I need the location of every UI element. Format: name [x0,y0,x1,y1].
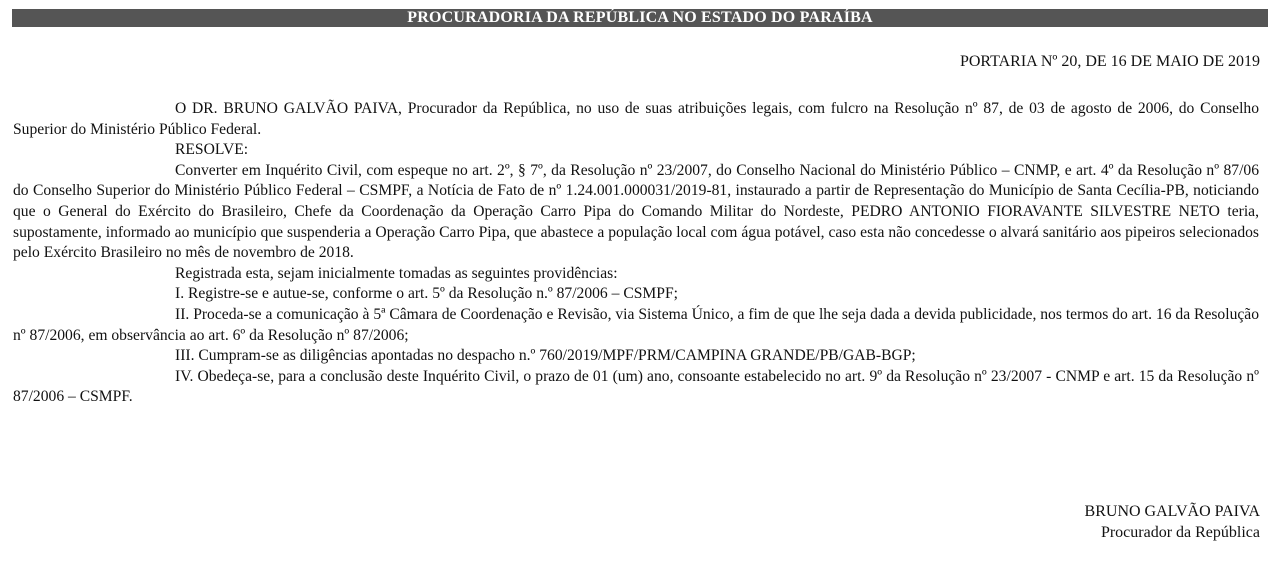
paragraph-preamble: O DR. BRUNO GALVÃO PAIVA, Procurador da República, no uso de suas atribuições legais, com fulcro na Resolução nº 87, de 03 de agosto de 2006, do Conselho Superior do Ministério Público Federal. [13,100,1259,138]
signature-role: Procurador da República [1100,524,1260,541]
paragraph-conversion: Converter em Inquérito Civil, com espeque no art. 2º, § 7º, da Resolução nº 23/2007, do Conselho Nacional do Ministério Público – CNMP, e art. 4º da Resolução nº 87/06 do Conselho Superior do Ministério Público Federal – CSMPF, a Notícia de Fato de nº 1.24.001.000031/2019-81, instaurado a partir de Representação do Município de Santa Cecília-PB, noticiando que o General do Exército do Brasileiro, Chefe da Coordenação da Operação Carro Pipa do Comando Militar do Nordeste, PEDRO ANTONIO FIORAVANTE SILVESTRE NETO teria, supostamente, informado ao município que suspenderia a Operação Carro Pipa, que abastece a população local com água potável, caso esta não concedesse o alvará sanitário aos pipeiros selecionados pelo Exército Brasileiro no mês de novembro de 2018. [13,161,1259,262]
paragraph-item-i: I. Registre-se e autue-se, conforme o art. 5º da Resolução n.º 87/2006 – CSMPF; [175,285,678,303]
paragraph-providencias: Registrada esta, sejam inicialmente tomadas as seguintes providências: [175,264,618,282]
paragraph-resolve: RESOLVE: [175,141,249,159]
paragraph-item-iii: III. Cumpram-se as diligências apontadas no despacho n.º 760/2019/MPF/PRM/CAMPINA GRANDE/PB/GAB-BGP; [175,347,916,365]
signature-name: BRUNO GALVÃO PAIVA [1084,503,1260,520]
document-body [13,99,1259,408]
paragraph-item-ii: II. Proceda-se a comunicação à 5ª Câmara de Coordenação e Revisão, via Sistema Único, a fim de que lhe seja dada a devida publicidade, nos termos do art. 16 da Resolução nº 87/2006, em observância ao art. 6º da Resolução nº 87/2006; [13,305,1259,344]
paragraph-item-iv: IV. Obedeça-se, para a conclusão deste Inquérito Civil, o prazo de 01 (um) ano, consoante estabelecido no art. 9º da Resolução nº 23/2007 - CNMP e art. 15 da Resolução nº 87/2006 – CSMPF. [13,367,1259,406]
signature-block [1085,501,1260,543]
portaria-title: PORTARIA Nº 20, DE 16 DE MAIO DE 2019 [959,53,1260,70]
section-header: PROCURADORIA DA REPÚBLICA NO ESTADO DO PARAÍBA [12,9,1268,27]
